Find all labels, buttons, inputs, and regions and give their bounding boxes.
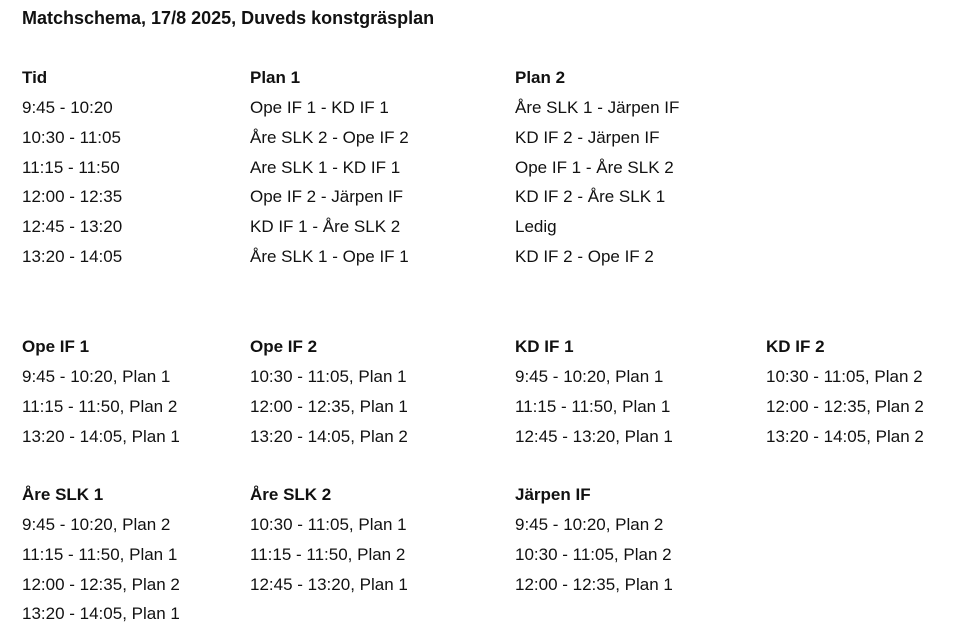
team-block-ope-if-1: [22, 336, 180, 455]
time-cell: 12:00 - 12:35: [22, 187, 123, 207]
time-cell: 12:45 - 13:20: [22, 217, 123, 237]
team-game: 12:00 - 12:35, Plan 1: [250, 396, 408, 416]
column-header-plan1: Plan 1: [250, 68, 301, 87]
team-game: 12:00 - 12:35, Plan 2: [22, 574, 180, 594]
team-game: 9:45 - 10:20, Plan 2: [515, 515, 664, 534]
team-game: 11:15 - 11:50, Plan 2: [22, 396, 178, 416]
team-name: Åre SLK 1: [22, 485, 104, 504]
time-cell: 13:20 - 14:05: [22, 246, 123, 266]
team-game: 11:15 - 11:50, Plan 1: [515, 396, 671, 416]
team-game: 9:45 - 10:20, Plan 1: [22, 367, 171, 386]
match-cell: Åre SLK 2 - Ope IF 2: [250, 127, 409, 147]
match-cell: Åre SLK 1 - Ope IF 1: [250, 246, 409, 266]
team-block-kd-if-2: [766, 336, 924, 455]
team-game: 12:00 - 12:35, Plan 1: [515, 574, 673, 594]
page-title: Matchschema, 17/8 2025, Duveds konstgräsplan: [22, 8, 435, 28]
column-header-time: Tid: [22, 68, 48, 87]
match-cell: Ope IF 1 - KD IF 1: [250, 98, 389, 117]
team-name: Järpen IF: [515, 485, 591, 504]
match-cell: Åre SLK 1 - Järpen IF: [515, 98, 680, 117]
team-game: 10:30 - 11:05, Plan 1: [250, 367, 407, 386]
team-name: KD IF 1: [515, 337, 574, 356]
team-game: 13:20 - 14:05, Plan 2: [250, 426, 408, 446]
team-block-kd-if-1: [515, 336, 673, 455]
team-game: 10:30 - 11:05, Plan 2: [766, 367, 923, 386]
team-game: 9:45 - 10:20, Plan 1: [515, 367, 664, 386]
team-game: 10:30 - 11:05, Plan 1: [250, 515, 407, 534]
team-game: 13:20 - 14:05, Plan 1: [22, 426, 180, 446]
match-cell: Are SLK 1 - KD IF 1: [250, 157, 401, 177]
team-block-jarpen-if: [515, 484, 673, 603]
team-block-are-slk-2: [250, 484, 408, 603]
column-header-plan2: Plan 2: [515, 68, 566, 87]
match-cell: KD IF 2 - Åre SLK 1: [515, 187, 666, 207]
team-game: 12:45 - 13:20, Plan 1: [250, 574, 408, 594]
time-cell: 11:15 - 11:50: [22, 157, 120, 177]
team-block-ope-if-2: [250, 336, 408, 455]
time-cell: 10:30 - 11:05: [22, 127, 121, 147]
team-game: 9:45 - 10:20, Plan 2: [22, 515, 171, 534]
team-game: 12:45 - 13:20, Plan 1: [515, 426, 673, 446]
team-name: KD IF 2: [766, 337, 825, 356]
team-game: 12:00 - 12:35, Plan 2: [766, 396, 924, 416]
match-cell: Ledig: [515, 217, 557, 237]
team-block-are-slk-1: [22, 484, 180, 633]
team-game: 13:20 - 14:05, Plan 2: [766, 426, 924, 446]
schedule-time-column: [22, 67, 122, 276]
time-cell: 9:45 - 10:20: [22, 98, 113, 117]
match-cell: KD IF 1 - Åre SLK 2: [250, 217, 401, 237]
schedule-plan1-column: [250, 67, 409, 276]
match-cell: KD IF 2 - Järpen IF: [515, 127, 660, 147]
match-cell: Ope IF 1 - Åre SLK 2: [515, 157, 674, 177]
team-name: Ope IF 1: [22, 337, 90, 356]
match-cell: Ope IF 2 - Järpen IF: [250, 187, 404, 207]
team-game: 11:15 - 11:50, Plan 2: [250, 544, 406, 564]
match-cell: KD IF 2 - Ope IF 2: [515, 246, 654, 266]
team-name: Åre SLK 2: [250, 485, 332, 504]
team-game: 11:15 - 11:50, Plan 1: [22, 544, 178, 564]
team-name: Ope IF 2: [250, 337, 318, 356]
team-game: 10:30 - 11:05, Plan 2: [515, 544, 672, 564]
team-game: 13:20 - 14:05, Plan 1: [22, 604, 180, 624]
schedule-plan2-column: [515, 67, 679, 276]
